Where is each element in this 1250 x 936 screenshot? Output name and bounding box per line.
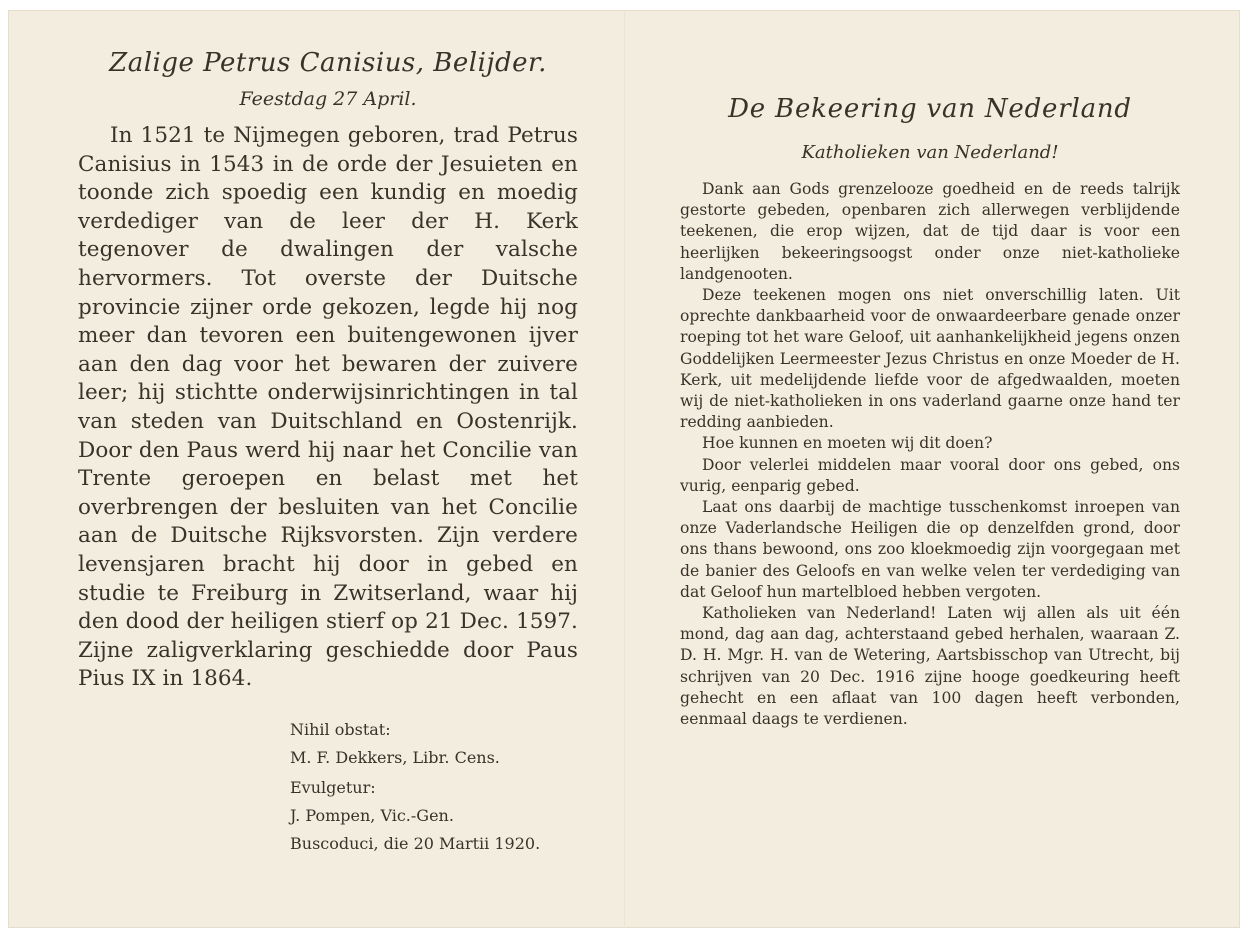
paragraph: Dank aan Gods grenzelooze goedheid en de reeds talrijk gestorte gebeden, openbaren zich allerwegen verblijdende teekenen, die erop wijzen, dat de tijd daar is voor een heerlijken bekeeringsoogst onder onze niet-katholieke landgenooten.: [680, 180, 1180, 283]
censor-name: M. F. Dekkers, Libr. Cens.: [290, 747, 500, 767]
paragraph: Door velerlei middelen maar vooral door ons gebed, ons vurig, eenparig gebed.: [680, 455, 1180, 495]
left-page-title: Zalige Petrus Canisius, Belijder.: [109, 48, 547, 78]
center-fold: [624, 10, 625, 928]
vicar-name: J. Pompen, Vic.-Gen.: [290, 805, 454, 825]
paragraph: Laat ons daarbij de machtige tusschenkomst inroepen van onze Vaderlandsche Heiligen die op denzelfden grond, door ons thans bewoond, ons zoo kloekmoedig zijn voorgegaan met de banier des Geloofs en van welke velen ter verdediging van dat Geloof hun martelbloed hebben vergoten.: [680, 498, 1180, 601]
prayer-card: [8, 10, 1240, 928]
address-line: Katholieken van Nederland!: [801, 142, 1059, 163]
feast-day: Feestdag 27 April.: [239, 88, 417, 110]
evulgetur-label: Evulgetur:: [290, 777, 376, 797]
ecclesiastical-approval: [290, 716, 578, 858]
nihil-obstat-label: Nihil obstat:: [290, 719, 391, 739]
left-page: [78, 48, 578, 858]
place-date: Buscoduci, die 20 Martii 1920.: [290, 833, 541, 853]
paragraph: Katholieken van Nederland! Laten wij allen als uit één mond, dag aan dag, achterstaand gebed herhalen, waaraan Z. D. H. Mgr. H. van de Wetering, Aartsbisschop van Utrecht, bij schrijven van 20 Dec. 1916 zijne hooge goedkeuring heeft gehecht en een aflaat van 100 dagen heeft verbonden, eenmaal daags te verdienen.: [680, 604, 1180, 729]
right-page: [680, 94, 1180, 730]
paragraph: Hoe kunnen en moeten wij dit doen?: [702, 434, 993, 453]
biography-text: In 1521 te Nijmegen geboren, trad Petrus Canisius in 1543 in de orde der Jesuieten en toonde zich spoedig een kundig en moedig verdediger van de leer der H. Kerk tegenover de dwalingen der valsche hervormers. Tot overste der Duitsche provincie zijner orde gekozen, legde hij nog meer dan tevoren een buitengewonen ijver aan den dag voor het bewaren der zuivere leer; hij stichtte onderwijsinrichtingen in tal van steden van Duitschland en Oostenrijk. Door den Paus werd hij naar het Concilie van Trente geroepen en belast met het overbrengen der besluiten van het Concilie aan de Duitsche Rijksvorsten. Zijn verdere levensjaren bracht hij door in gebed en studie te Freiburg in Zwitserland, waar hij den dood der heiligen stierf op 21 Dec. 1597. Zijne zaligverklaring geschiedde door Paus Pius IX in 1864.: [78, 123, 578, 692]
right-page-title: De Bekeering van Nederland: [728, 94, 1132, 124]
paragraph: Deze teekenen mogen ons niet onverschillig laten. Uit oprechte dankbaarheid voor de onwaardeerbare genade onzer roeping tot het ware Geloof, uit aanhankelijkheid jegens onzen Goddelijken Leermeester Jezus Christus en onze Moeder de H. Kerk, uit medelijdende liefde voor de afgedwaalden, moeten wij de niet-katholieken in ons vaderland gaarne onze hand ter redding aanbieden.: [680, 286, 1180, 432]
